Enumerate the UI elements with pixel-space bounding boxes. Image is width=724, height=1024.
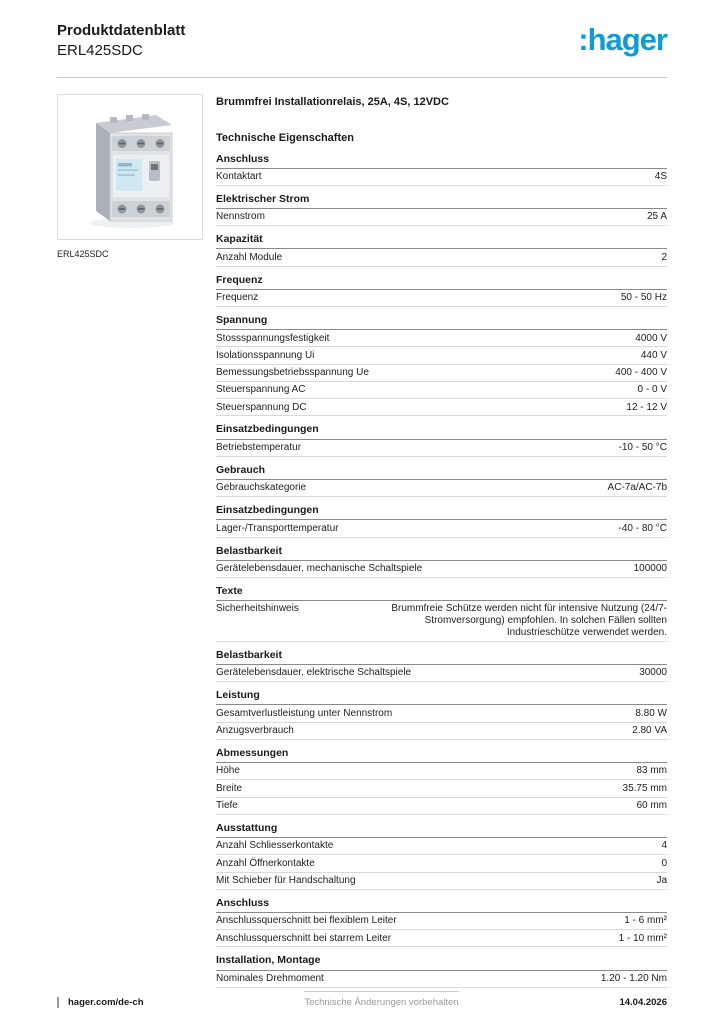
spec-row bbox=[216, 365, 667, 382]
spec-label: Gebrauchskategorie bbox=[216, 482, 307, 494]
product-title: Brummfrei Installationrelais, 25A, 4S, 12VDC bbox=[216, 95, 449, 108]
spec-value: -10 - 50 °C bbox=[618, 442, 667, 454]
spec-label: Frequenz bbox=[216, 292, 259, 304]
section-title: Texte bbox=[216, 578, 667, 601]
spec-value: 4000 V bbox=[635, 332, 667, 344]
spec-row bbox=[216, 249, 667, 266]
spec-value: 2 bbox=[661, 251, 667, 263]
specs-heading: Technische Eigenschaften bbox=[216, 131, 354, 144]
spec-value: 0 bbox=[661, 857, 667, 869]
spec-label: Stossspannungsfestigkeit bbox=[216, 332, 330, 344]
spec-section bbox=[216, 457, 667, 497]
spec-row bbox=[216, 705, 667, 722]
spec-row bbox=[216, 520, 667, 537]
spec-label: Betriebstemperatur bbox=[216, 442, 302, 454]
section-title: Spannung bbox=[216, 307, 667, 330]
spec-row bbox=[216, 480, 667, 497]
spec-row bbox=[216, 382, 667, 399]
spec-label: Kontaktart bbox=[216, 171, 262, 183]
spec-value: 4S bbox=[654, 171, 667, 183]
spec-section bbox=[216, 186, 667, 226]
section-rows bbox=[216, 520, 667, 537]
spec-row bbox=[216, 838, 667, 855]
spec-section bbox=[216, 146, 667, 186]
spec-section bbox=[216, 226, 667, 266]
spec-label: Steuerspannung DC bbox=[216, 401, 307, 413]
section-rows bbox=[216, 561, 667, 578]
spec-value: Ja bbox=[656, 875, 667, 886]
section-rows bbox=[216, 913, 667, 948]
spec-value: AC-7a/AC-7b bbox=[607, 482, 667, 494]
spec-value: 35.75 mm bbox=[622, 782, 667, 794]
spec-section bbox=[216, 578, 667, 642]
spec-row bbox=[216, 913, 667, 930]
section-rows bbox=[216, 249, 667, 266]
section-rows bbox=[216, 705, 667, 740]
section-rows bbox=[216, 601, 667, 642]
spec-row bbox=[216, 561, 667, 578]
spec-label: Steuerspannung AC bbox=[216, 384, 306, 396]
spec-label: Nennstrom bbox=[216, 211, 265, 223]
spec-row bbox=[216, 601, 667, 642]
section-title: Abmessungen bbox=[216, 740, 667, 763]
section-rows bbox=[216, 838, 667, 890]
spec-value: 4 bbox=[661, 840, 667, 852]
spec-value: 50 - 50 Hz bbox=[620, 292, 667, 304]
section-rows bbox=[216, 440, 667, 457]
spec-section bbox=[216, 947, 667, 987]
spec-row bbox=[216, 330, 667, 347]
spec-label: Isolationsspannung Ui bbox=[216, 349, 315, 361]
spec-label: Anschlussquerschnitt bei starrem Leiter bbox=[216, 932, 392, 944]
section-title: Einsatzbedingungen bbox=[216, 497, 667, 520]
spec-row bbox=[216, 930, 667, 947]
spec-row bbox=[216, 347, 667, 364]
spec-label: Anzugsverbrauch bbox=[216, 725, 294, 737]
section-rows bbox=[216, 480, 667, 497]
spec-section bbox=[216, 740, 667, 815]
spec-value: 400 - 400 V bbox=[615, 367, 667, 379]
product-code: ERL425SDC bbox=[57, 41, 143, 59]
section-rows bbox=[216, 290, 667, 307]
spec-section bbox=[216, 416, 667, 456]
section-title: Einsatzbedingungen bbox=[216, 416, 667, 439]
section-title: Elektrischer Strom bbox=[216, 186, 667, 209]
section-rows bbox=[216, 971, 667, 988]
spec-label: Anzahl Schliesserkontakte bbox=[216, 840, 334, 852]
spec-row bbox=[216, 399, 667, 416]
spec-value: 100000 bbox=[633, 563, 667, 575]
spec-sections bbox=[216, 146, 667, 988]
spec-label: Breite bbox=[216, 782, 243, 794]
spec-row bbox=[216, 440, 667, 457]
spec-section bbox=[216, 267, 667, 307]
spec-value: -40 - 80 °C bbox=[618, 522, 667, 534]
footer bbox=[57, 991, 667, 1008]
spec-row bbox=[216, 971, 667, 988]
section-title: Gebrauch bbox=[216, 457, 667, 480]
spec-label: Mit Schieber für Handschaltung bbox=[216, 875, 356, 886]
spec-row bbox=[216, 665, 667, 682]
section-title: Belastbarkeit bbox=[216, 538, 667, 561]
section-rows bbox=[216, 169, 667, 186]
spec-row bbox=[216, 209, 667, 226]
spec-label: Nominales Drehmoment bbox=[216, 973, 324, 985]
spec-value: 0 - 0 V bbox=[637, 384, 667, 396]
spec-value: 1.20 - 1.20 Nm bbox=[600, 973, 667, 985]
spec-label: Lager-/Transporttemperatur bbox=[216, 522, 339, 534]
spec-row bbox=[216, 723, 667, 740]
spec-row bbox=[216, 798, 667, 815]
spec-label: Anzahl Öffnerkontakte bbox=[216, 857, 315, 869]
section-title: Belastbarkeit bbox=[216, 642, 667, 665]
section-title: Installation, Montage bbox=[216, 947, 667, 970]
footer-notice: Technische Änderungen vorbehalten bbox=[304, 991, 458, 1008]
spec-value: 60 mm bbox=[636, 800, 667, 812]
spec-label: Gerätelebensdauer, mechanische Schaltspiele bbox=[216, 563, 423, 575]
spec-section bbox=[216, 682, 667, 740]
spec-row bbox=[216, 780, 667, 797]
section-rows bbox=[216, 763, 667, 815]
product-image-column bbox=[57, 94, 203, 988]
spec-value: 440 V bbox=[640, 349, 667, 361]
section-rows bbox=[216, 330, 667, 416]
section-title: Kapazität bbox=[216, 226, 667, 249]
spec-section bbox=[216, 538, 667, 578]
spec-label: Tiefe bbox=[216, 800, 238, 812]
spec-row bbox=[216, 169, 667, 186]
section-rows bbox=[216, 665, 667, 682]
spec-value: 2.80 VA bbox=[632, 725, 667, 737]
section-title: Frequenz bbox=[216, 267, 667, 290]
section-title: Leistung bbox=[216, 682, 667, 705]
spec-label: Sicherheitshinweis bbox=[216, 603, 299, 615]
spec-value: 1 - 6 mm² bbox=[624, 915, 667, 927]
footer-date: 14.04.2026 bbox=[619, 997, 667, 1008]
spec-label: Bemessungsbetriebsspannung Ue bbox=[216, 367, 369, 379]
spec-section bbox=[216, 642, 667, 682]
spec-section bbox=[216, 890, 667, 948]
spec-section bbox=[216, 497, 667, 537]
spec-row bbox=[216, 290, 667, 307]
spec-value: Brummfreie Schütze werden nicht für intensive Nutzung (24/7-Stromversorgung) empfohlen. In solchen Fällen sollten Industrieschütze verwendet werden. bbox=[391, 603, 667, 639]
product-image bbox=[57, 94, 203, 240]
spec-label: Anzahl Module bbox=[216, 251, 283, 263]
spec-value: 83 mm bbox=[636, 765, 667, 777]
relay-product-photo-icon bbox=[58, 95, 202, 239]
header bbox=[57, 22, 667, 78]
spec-value: 30000 bbox=[639, 667, 667, 679]
spec-value: 8.80 W bbox=[635, 707, 667, 719]
product-image-caption: ERL425SDC bbox=[57, 248, 109, 259]
doc-title: Produktdatenblatt bbox=[57, 22, 186, 39]
spec-row bbox=[216, 855, 667, 872]
spec-table bbox=[216, 94, 667, 988]
spec-value: 12 - 12 V bbox=[626, 401, 667, 413]
spec-row bbox=[216, 873, 667, 890]
spec-label: Anschlussquerschnitt bei flexiblem Leiter bbox=[216, 915, 397, 927]
spec-value: 1 - 10 mm² bbox=[618, 932, 667, 944]
spec-section bbox=[216, 307, 667, 417]
header-title-block bbox=[57, 22, 185, 61]
spec-label: Höhe bbox=[216, 765, 240, 777]
hager-logo: :hager bbox=[578, 22, 667, 57]
section-title: Anschluss bbox=[216, 890, 667, 913]
spec-label: Gesamtverlustleistung unter Nennstrom bbox=[216, 707, 393, 719]
spec-value: 25 A bbox=[646, 211, 667, 223]
footer-website-link[interactable]: hager.com/de-ch bbox=[57, 997, 144, 1008]
section-rows bbox=[216, 209, 667, 226]
section-title: Anschluss bbox=[216, 146, 667, 169]
section-title: Ausstattung bbox=[216, 815, 667, 838]
spec-section bbox=[216, 815, 667, 890]
main bbox=[57, 94, 667, 988]
spec-label: Gerätelebensdauer, elektrische Schaltspiele bbox=[216, 667, 412, 679]
spec-row bbox=[216, 763, 667, 780]
